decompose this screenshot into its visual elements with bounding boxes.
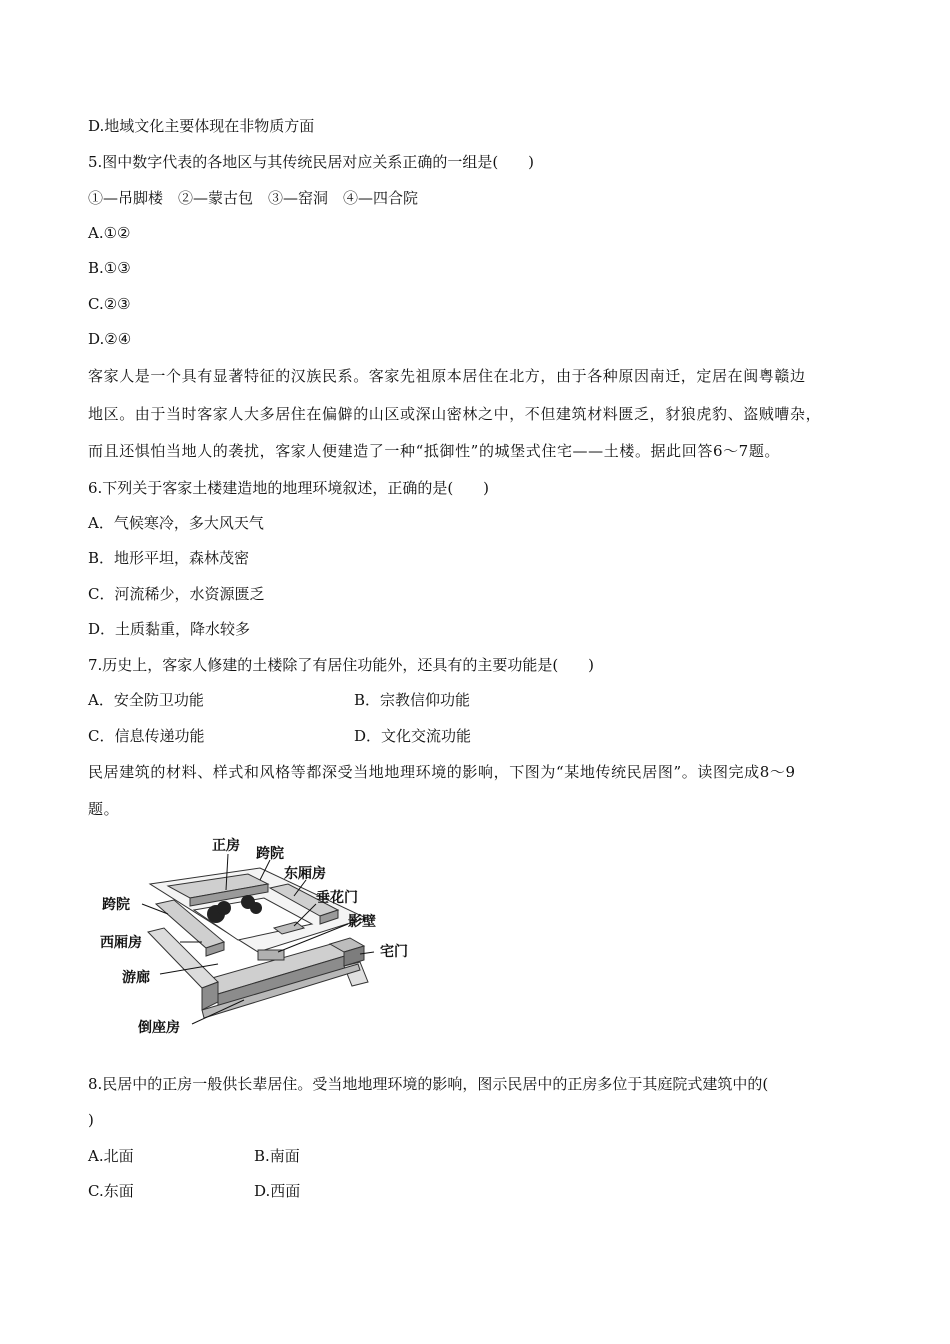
question-7: 7.历史上，客家人修建的土楼除了有居住功能外，还具有的主要功能是( ): [88, 656, 595, 674]
label-chuihuamen: 垂花门: [316, 890, 358, 906]
courtyard-house-figure: [98, 832, 438, 1044]
passage-2-line-2: 题。: [88, 800, 120, 818]
q8-option-d: D.西面: [254, 1182, 301, 1200]
q8-option-c: C.东面: [88, 1182, 134, 1200]
label-zhengfang: 正房: [212, 838, 240, 854]
q4-option-d: D.地域文化主要体现在非物质方面: [88, 117, 315, 135]
question-8-line-1: 8.民居中的正房一般供长辈居住。受当地地理环境的影响，图示民居中的正房多位于其庭院式建筑中的(: [88, 1075, 769, 1093]
q8-option-b: B.南面: [254, 1147, 300, 1165]
q5-option-d: D.②④: [88, 330, 132, 348]
label-kuayuan-top: 跨院: [256, 846, 284, 862]
question-6: 6.下列关于客家土楼建造地的地理环境叙述，正确的是( ): [88, 479, 490, 497]
q6-option-b: B．地形平坦，森林茂密: [88, 549, 250, 567]
question-5: 5.图中数字代表的各地区与其传统民居对应关系正确的一组是( ): [88, 153, 535, 171]
label-yingbi: 影壁: [348, 914, 376, 930]
question-8-line-2: ): [88, 1111, 94, 1129]
q6-option-a: A．气候寒冷，多大风天气: [88, 514, 264, 532]
q7-option-d: D．文化交流功能: [354, 727, 472, 745]
passage-2-line-1: 民居建筑的材料、样式和风格等都深受当地地理环境的影响，下图为“某地传统民居图”。读图完成8～9: [88, 763, 796, 781]
label-dongxiangfang: 东厢房: [284, 866, 326, 882]
q5-option-a: A.①②: [88, 224, 131, 242]
label-kuayuan-left: 跨院: [102, 897, 130, 913]
label-youlang: 游廊: [122, 970, 150, 986]
passage-1-line-2: 地区。由于当时客家人大多居住在偏僻的山区或深山密林之中，不但建筑材料匮乏，豺狼虎豹、盗贼嘈杂，: [88, 405, 822, 423]
q5-option-c: C.②③: [88, 295, 131, 313]
passage-1-line-1: 客家人是一个具有显著特征的汉族民系。客家先祖原本居住在北方，由于各种原因南迁，定居在闽粤赣边: [88, 367, 806, 385]
q7-option-a: A．安全防卫功能: [88, 691, 204, 709]
label-daozuofang: 倒座房: [138, 1020, 180, 1036]
q7-option-b: B．宗教信仰功能: [354, 691, 471, 709]
label-zhaimen: 宅门: [380, 944, 408, 960]
q7-option-c: C．信息传递功能: [88, 727, 205, 745]
q6-option-c: C．河流稀少，水资源匮乏: [88, 585, 265, 603]
label-xixiangfang: 西厢房: [100, 935, 142, 951]
passage-1-line-3: 而且还惧怕当地人的袭扰，客家人便建造了一种“抵御性”的城堡式住宅——土楼。据此回答6～7题。: [88, 442, 781, 460]
question-5-items: ①—吊脚楼 ②—蒙古包 ③—窑洞 ④—四合院: [88, 189, 419, 207]
q5-option-b: B.①③: [88, 259, 131, 277]
q8-option-a: A.北面: [88, 1147, 134, 1165]
q6-option-d: D．土质黏重，降水较多: [88, 620, 251, 638]
courtyard-house-drawing: [98, 832, 438, 1044]
